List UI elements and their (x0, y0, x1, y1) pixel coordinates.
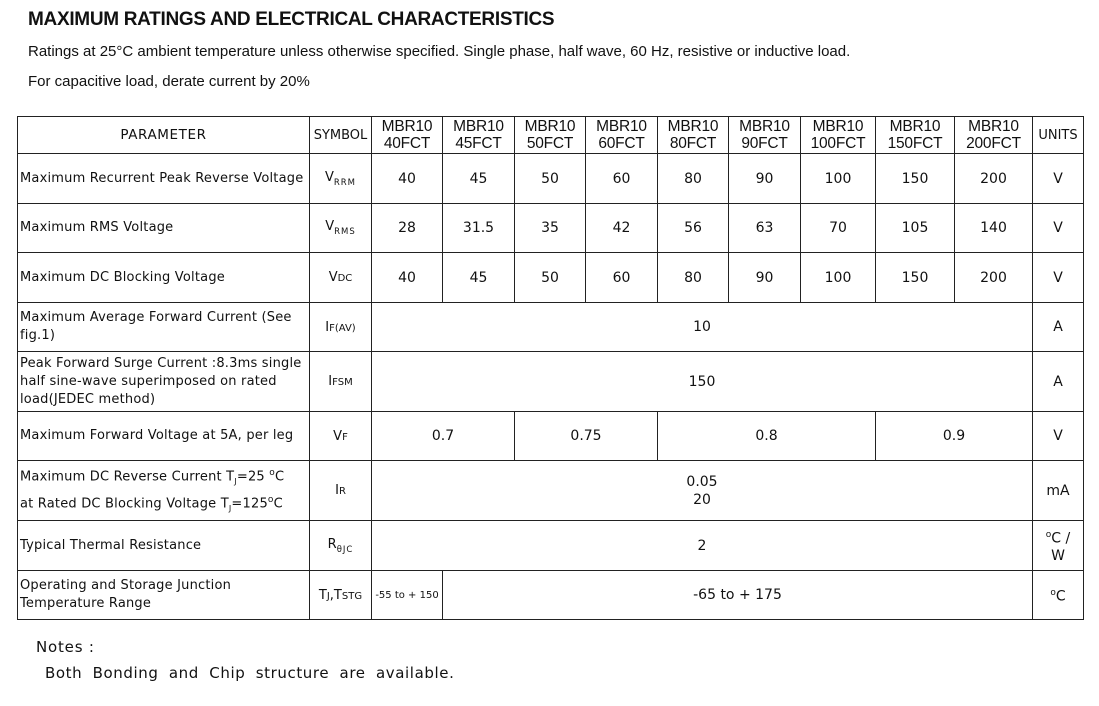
value-cell: 0.7 (372, 412, 515, 461)
unit-cell: $^o$C (1033, 571, 1084, 620)
table-row-vrms (18, 204, 1084, 253)
parameter-cell: Maximum Recurrent Peak Reverse Voltage (18, 154, 310, 204)
parameter-cell: Peak Forward Surge Current :8.3ms single half sine-wave superimposed on rated load(JEDEC method) (18, 352, 310, 412)
symbol-cell: TJ,TSTG (310, 571, 372, 620)
table-row-rth (18, 521, 1084, 571)
part-header: MBR10 100FCT (801, 117, 876, 154)
value-cell: 200 (955, 154, 1033, 204)
table-row-ir (18, 461, 1084, 521)
value-cell: 0.05 20 (372, 461, 1033, 521)
value-cell: 100 (801, 253, 876, 303)
symbol-cell: VF (310, 412, 372, 461)
parameter-cell: Typical Thermal Resistance (18, 521, 310, 571)
table-row-vrrm (18, 154, 1084, 204)
table-row-ifsm (18, 352, 1084, 412)
table-row-vdc (18, 253, 1084, 303)
table-row-vf (18, 412, 1084, 461)
value-cell: 90 (729, 154, 801, 204)
part-header: MBR10 90FCT (729, 117, 801, 154)
value-cell: 63 (729, 204, 801, 253)
value-cell: 40 (372, 253, 443, 303)
parameter-cell: Maximum DC Reverse Current $T_J=25$ $^o$C at Rated DC Blocking Voltage $T_J=125^oC$ (18, 461, 310, 521)
value-cell: 150 (876, 154, 955, 204)
value-cell: -65 to + 175 (443, 571, 1033, 620)
value-cell: 0.8 (658, 412, 876, 461)
value-cell: 60 (586, 154, 658, 204)
value-cell: 28 (372, 204, 443, 253)
value-cell: 45 (443, 253, 515, 303)
parameter-cell: Maximum DC Blocking Voltage (18, 253, 310, 303)
unit-cell: V (1033, 253, 1084, 303)
table-row-tj (18, 571, 1084, 620)
part-header: MBR10 60FCT (586, 117, 658, 154)
parameter-cell: Operating and Storage Junction Temperature Range (18, 571, 310, 620)
symbol-cell: IF(AV) (310, 303, 372, 352)
value-cell: 2 (372, 521, 1033, 571)
value-cell: 140 (955, 204, 1033, 253)
symbol-cell: $R_{\theta JC}$ (310, 521, 372, 571)
value-cell: -55 to + 150 (372, 571, 443, 620)
value-cell: 50 (515, 154, 586, 204)
symbol-cell: $V_{RMS}$ (310, 204, 372, 253)
capacitive-load-note: For capacitive load, derate current by 20% (28, 73, 310, 90)
symbol-cell: IR (310, 461, 372, 521)
unit-cell: V (1033, 204, 1084, 253)
unit-cell: V (1033, 412, 1084, 461)
value-cell: 100 (801, 154, 876, 204)
unit-cell: mA (1033, 461, 1084, 521)
value-cell: 70 (801, 204, 876, 253)
symbol-cell: IFSM (310, 352, 372, 412)
symbol-header: SYMBOL (310, 117, 372, 154)
part-header: MBR10 50FCT (515, 117, 586, 154)
value-cell: 31.5 (443, 204, 515, 253)
value-cell: 42 (586, 204, 658, 253)
parameter-cell: Maximum RMS Voltage (18, 204, 310, 253)
value-cell: 80 (658, 154, 729, 204)
page-title: MAXIMUM RATINGS AND ELECTRICAL CHARACTERISTICS (28, 9, 555, 30)
notes-heading: Notes : (36, 638, 95, 656)
parameter-cell: Maximum Average Forward Current (See fig.1) (18, 303, 310, 352)
value-cell: 200 (955, 253, 1033, 303)
symbol-cell: VDC (310, 253, 372, 303)
unit-cell: $^o$C / W (1033, 521, 1084, 571)
unit-cell: A (1033, 303, 1084, 352)
value-cell: 0.9 (876, 412, 1033, 461)
value-cell: 10 (372, 303, 1033, 352)
value-cell: 45 (443, 154, 515, 204)
part-header: MBR10 80FCT (658, 117, 729, 154)
value-cell: 60 (586, 253, 658, 303)
notes-text: Both Bonding and Chip structure are available. (45, 664, 455, 682)
part-header: MBR10 150FCT (876, 117, 955, 154)
value-cell: 0.75 (515, 412, 658, 461)
value-cell: 35 (515, 204, 586, 253)
part-header: MBR10 40FCT (372, 117, 443, 154)
value-cell: 56 (658, 204, 729, 253)
value-cell: 150 (876, 253, 955, 303)
value-cell: 90 (729, 253, 801, 303)
table-row-ifav (18, 303, 1084, 352)
value-cell: 40 (372, 154, 443, 204)
value-cell: 150 (372, 352, 1033, 412)
unit-cell: V (1033, 154, 1084, 204)
part-header: MBR10 200FCT (955, 117, 1033, 154)
part-header: MBR10 45FCT (443, 117, 515, 154)
table-header-row (18, 117, 1084, 154)
parameter-cell: Maximum Forward Voltage at 5A, per leg (18, 412, 310, 461)
value-cell: 80 (658, 253, 729, 303)
ratings-conditions: Ratings at 25°C ambient temperature unless otherwise specified. Single phase, half wave, 60 Hz, resistive or inductive load. (28, 43, 851, 60)
unit-cell: A (1033, 352, 1084, 412)
value-cell: 105 (876, 204, 955, 253)
ratings-table (17, 116, 1084, 620)
symbol-cell: $V_{RRM}$ (310, 154, 372, 204)
units-header: UNITS (1033, 117, 1084, 154)
value-cell: 50 (515, 253, 586, 303)
parameter-header: PARAMETER (18, 117, 310, 154)
